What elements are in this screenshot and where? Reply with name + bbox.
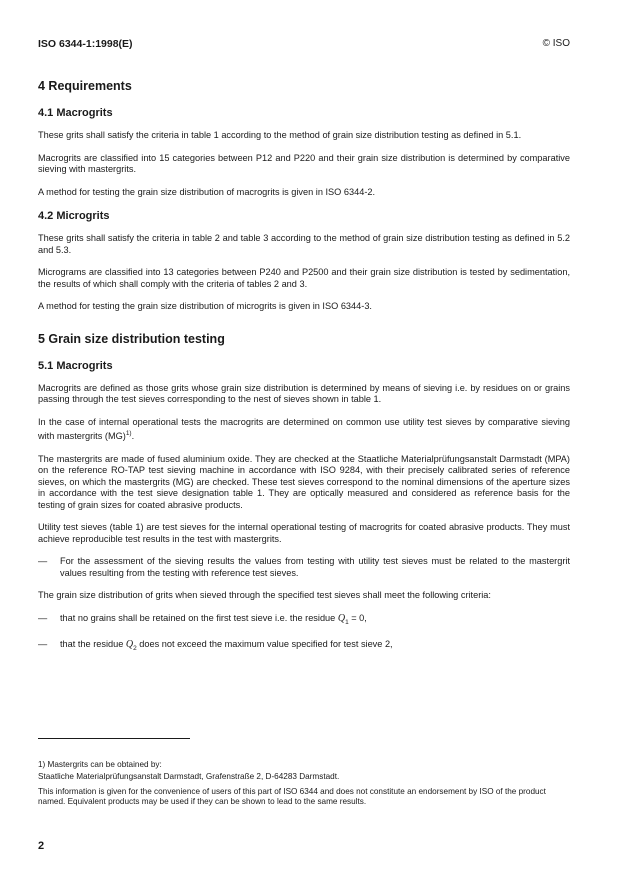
copyright-notice: © ISO (542, 38, 570, 49)
section-4-heading: 4 Requirements (38, 79, 132, 93)
dash-marker: — (38, 638, 48, 649)
dash-marker: — (38, 612, 48, 623)
section-5-1-heading: 5.1 Macrogrits (38, 359, 113, 372)
paragraph: A method for testing the grain size distribution of microgrits is given in ISO 6344-3. (38, 301, 372, 311)
section-5-heading: 5 Grain size distribution testing (38, 331, 225, 346)
paragraph: In the case of internal operational tests the macrogrits are determined on common use utility test sieves by comparative sieving with mastergrits (MG)$^{1)}$. (38, 416, 570, 442)
footnote-line: 1) Mastergrits can be obtained by: (38, 760, 162, 769)
paragraph: These grits shall satisfy the criteria in table 2 and table 3 according to the method of grain size distribution testing as defined in 5.2 and 5.3. (38, 233, 570, 255)
dash-list-item: — that the residue $Q_2$ does not exceed the maximum value specified for test sieve 2, (38, 639, 570, 654)
residue-symbol: Q (337, 612, 346, 624)
section-4-2-heading: 4.2 Microgrits (38, 210, 110, 222)
footnote-divider (38, 738, 190, 739)
paragraph: Macrogrits are classified into 15 categories between P12 and P220 and their grain size distribution is determined by comparative sieving with mastergrits. (38, 152, 570, 174)
dash-marker: — (38, 556, 48, 567)
paragraph: Utility test sieves (table 1) are test sieves for the internal operational testing of macrogrits for coated abrasive products. They must achieve reproducible test results in the test with mastergrits. (38, 522, 570, 544)
paragraph: A method for testing the grain size distribution of macrogrits is given in ISO 6344-2. (38, 186, 376, 197)
residue-symbol: Q (125, 638, 134, 650)
dash-list-item: — For the assessment of the sieving results the values from testing with utility test sieves must be related to the mastergrit values resulting from the testing with reference test sieves. (38, 556, 570, 578)
footnotes (38, 760, 570, 810)
paragraph: Micrograms are classified into 13 categories between P240 and P2500 and their grain size distribution is tested by sedimentation, the results of which shall comply with the criteria of tables 2 and 3. (38, 267, 570, 289)
document-id: ISO 6344-1:1998(E) (38, 38, 133, 50)
footnote-line: This information is given for the convenience of users of this part of ISO 6344 and does not constitute an endorsement by ISO of the product named. Equivalent products may be used if they can be shown to lead to the same results. (38, 786, 546, 807)
paragraph: These grits shall satisfy the criteria in table 1 according to the method of grain size distribution testing as defined in 5.1. (38, 130, 522, 140)
footnote-reference: 1) (125, 430, 132, 437)
paragraph: Macrogrits are defined as those grits whose grain size distribution is determined by means of sieving i.e. by residues on or grains passing through the test sieves corresponding to the nest of sieves shown in table 1. (38, 382, 570, 404)
page-number: 2 (38, 840, 45, 852)
paragraph: The grain size distribution of grits when sieved through the specified test sieves shall meet the following criteria: (38, 590, 491, 601)
dash-list-item: — that no grains shall be retained on the first test sieve i.e. the residue $Q_1 = 0$, (38, 613, 570, 628)
paragraph: The mastergrits are made of fused aluminium oxide. They are checked at the Staatliche Materialprüfungsanstalt Darmstadt (MPA) on the reference RO-TAP test sieving machine in accordance with ISO 9284, with their precisely calibrated series of reference sieves, on which the mastergrits (MG) are checked. These test sieves correspond to the nominal dimensions of the aperture sizes in accordance with the test sieve designation table 1. They are optically measured and considered as reference basis for the testing of grain sizes for coated abrasive products. (38, 453, 570, 510)
footnote-line: Staatliche Materialprüfungsanstalt Darmstadt, Grafenstraße 2, D-64283 Darmstadt. (38, 772, 340, 782)
page-body (38, 78, 570, 665)
section-4-1-heading: 4.1 Macrogrits (38, 107, 113, 119)
